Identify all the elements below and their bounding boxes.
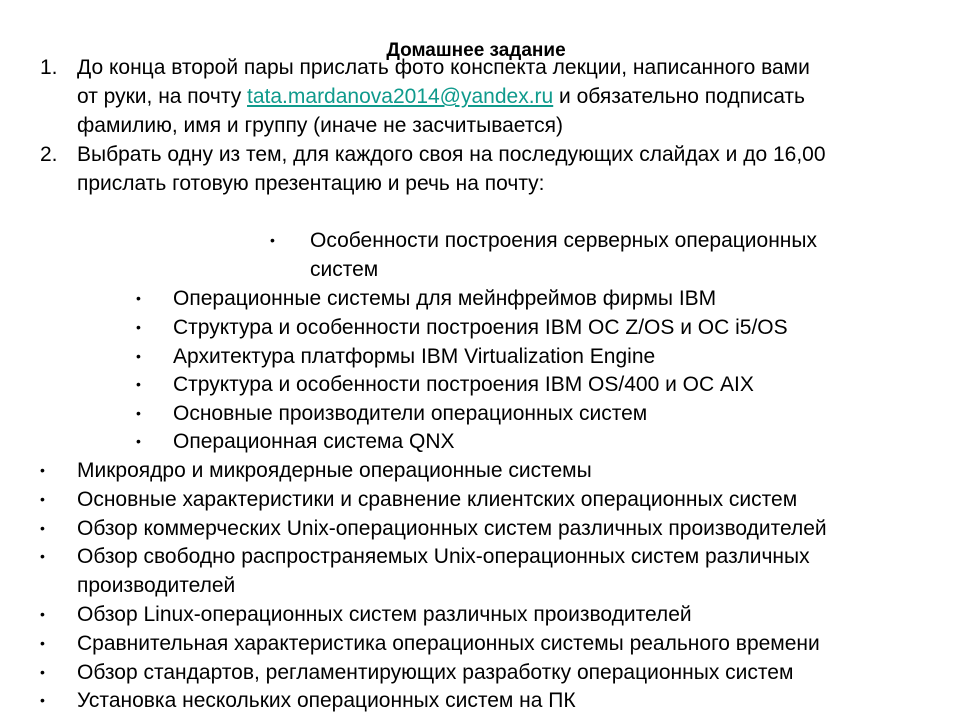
topic-l3-item: Обзор свободно распространяемых Unix-операционных систем различных xyxy=(77,545,810,568)
topic-l1-line-2: систем xyxy=(310,258,379,281)
bullet-icon: • xyxy=(40,520,45,536)
topic-l2-item: Архитектура платформы IBM Virtualization Engine xyxy=(173,345,656,368)
numbered-item-1-number: 1. xyxy=(40,56,58,79)
bullet-icon: • xyxy=(136,348,141,364)
topic-l3-item: Основные характеристики и сравнение клиентских операционных систем xyxy=(77,488,798,511)
numbered-item-1-line-1: До конца второй пары прислать фото конспекта лекции, написанного вами xyxy=(77,56,810,79)
numbered-item-2-line-1: Выбрать одну из тем, для каждого своя на последующих слайдах и до 16,00 xyxy=(77,143,826,166)
topic-l3-item: Обзор Linux-операционных систем различных производителей xyxy=(77,603,692,626)
bullet-icon: • xyxy=(136,405,141,421)
numbered-item-1-line-2: от руки, на почту tata.mardanova2014@yandex.ru и обязательно подписать xyxy=(77,85,805,108)
numbered-item-2-line-2: прислать готовую презентацию и речь на почту: xyxy=(77,172,545,195)
topic-l3-item: Обзор стандартов, регламентирующих разработку операционных систем xyxy=(77,661,794,684)
bullet-icon: • xyxy=(136,319,141,335)
bullet-icon: • xyxy=(40,664,45,680)
topic-l3-item: Микроядро и микроядерные операционные системы xyxy=(77,459,592,482)
numbered-item-1-line-3: фамилию, имя и группу (иначе не засчитывается) xyxy=(77,114,564,137)
topic-l2-item: Операционная система QNX xyxy=(173,430,455,453)
email-link[interactable]: tata.mardanova2014@yandex.ru xyxy=(247,85,554,108)
topic-l3-item: Сравнительная характеристика операционных системы реального времени xyxy=(77,632,820,655)
topic-l2-item: Основные производители операционных систем xyxy=(173,402,648,425)
topic-l3-item: Обзор коммерческих Unix-операционных систем различных производителей xyxy=(77,517,827,540)
topic-l3-item-continuation: производителей xyxy=(77,574,236,597)
bullet-icon: • xyxy=(136,376,141,392)
bullet-icon: • xyxy=(40,692,45,708)
bullet-icon: • xyxy=(270,232,275,248)
bullet-icon: • xyxy=(40,548,45,564)
slide-title: Домашнее задание xyxy=(386,40,566,61)
topic-l1-line-1: Особенности построения серверных операционных xyxy=(310,229,817,252)
topic-l2-item: Структура и особенности построения IBM ОС Z/OS и ОС i5/OS xyxy=(173,316,788,339)
bullet-icon: • xyxy=(40,606,45,622)
topic-l2-item: Структура и особенности построения IBM OS/400 и ОС AIX xyxy=(173,373,754,396)
bullet-icon: • xyxy=(40,462,45,478)
bullet-icon: • xyxy=(136,433,141,449)
bullet-icon: • xyxy=(136,290,141,306)
bullet-icon: • xyxy=(40,635,45,651)
bullet-icon: • xyxy=(40,491,45,507)
topic-l3-item: Установка нескольких операционных систем на ПК xyxy=(77,689,576,712)
numbered-item-2-number: 2. xyxy=(40,143,58,166)
topic-l2-item: Операционные системы для мейнфреймов фирмы IBM xyxy=(173,287,717,310)
